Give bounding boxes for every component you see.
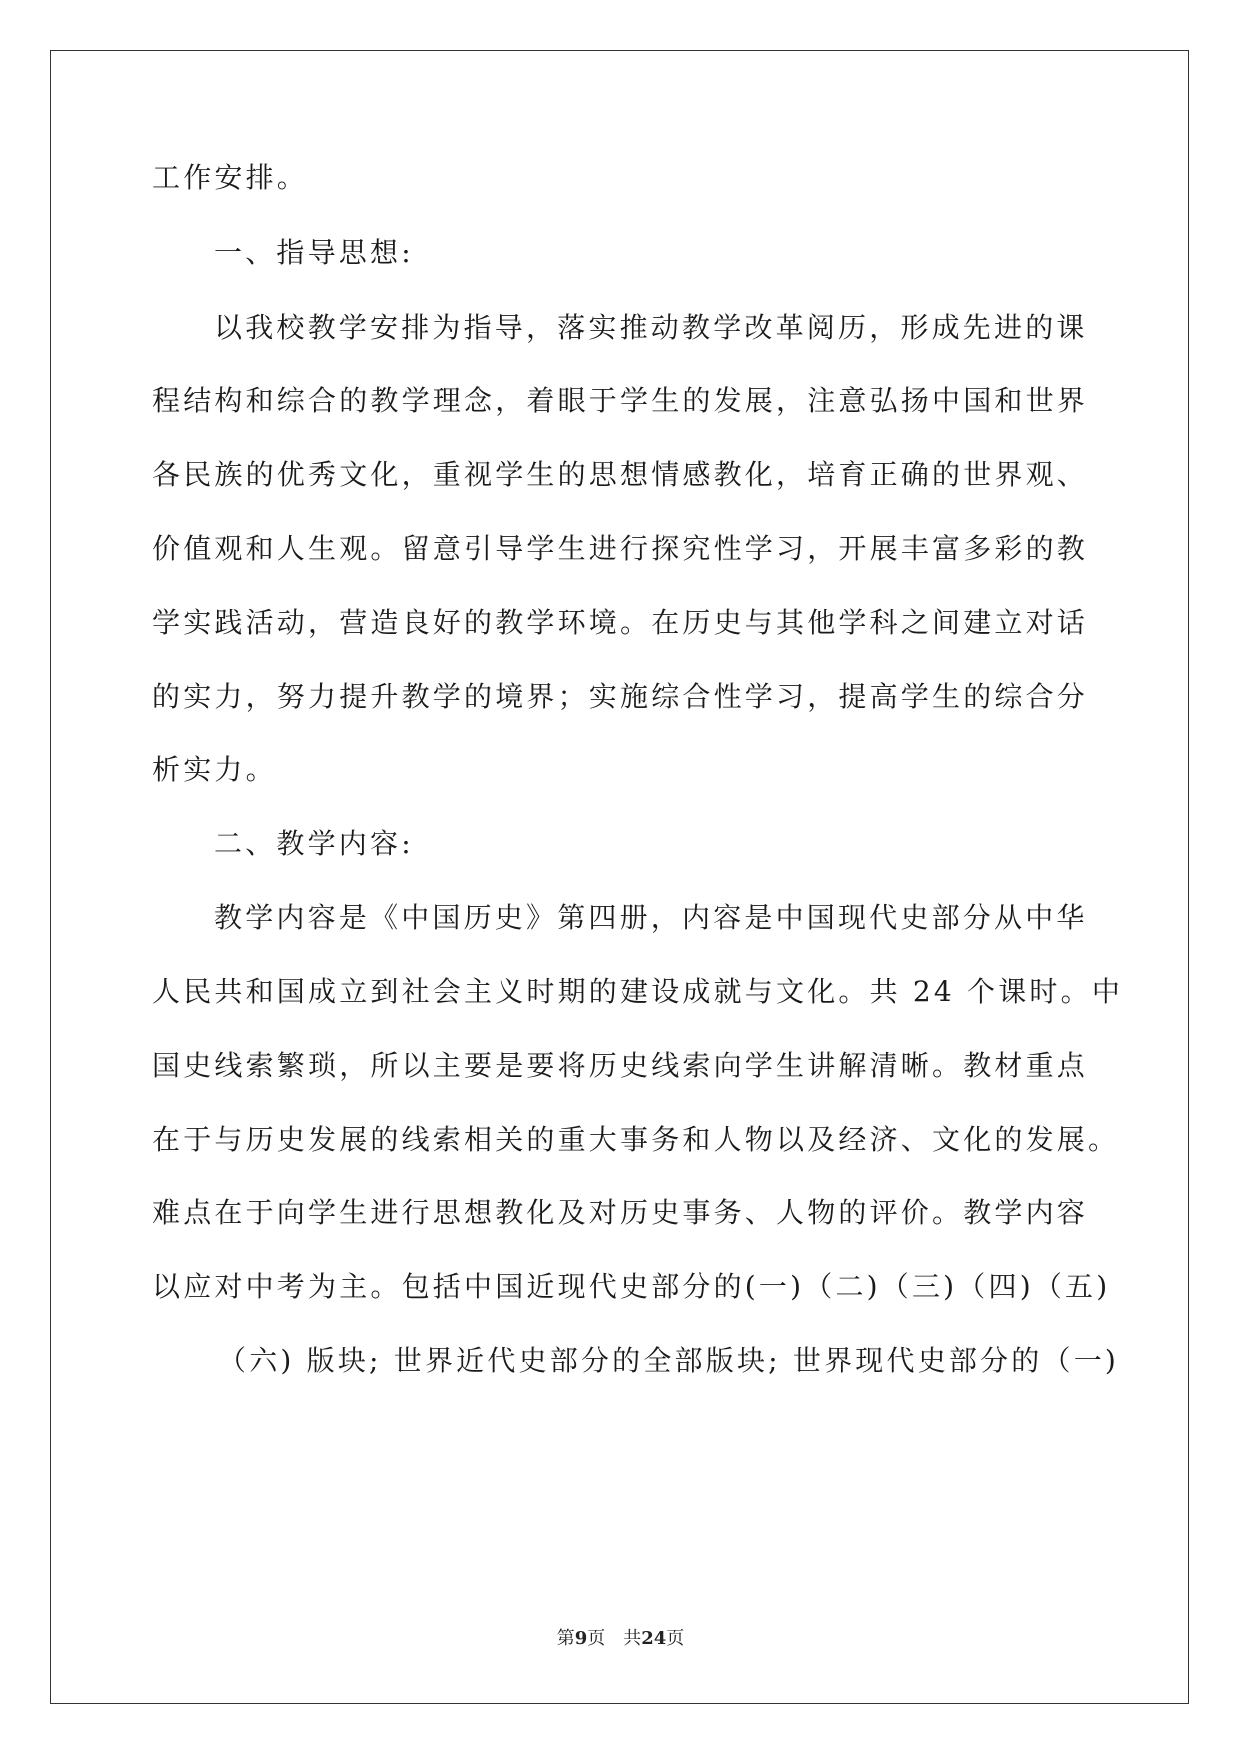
- text-line: 工作安排。: [152, 161, 309, 194]
- paragraph-line: 难点在于向学生进行思想教化及对历史事务、人物的评价。教学内容: [152, 1196, 1089, 1229]
- current-page-number: 9: [574, 1628, 588, 1649]
- footer-suffix: 页: [666, 1628, 685, 1649]
- paragraph-line: 以应对中考为主。包括中国近现代史部分的(一)（二)（三)（四)（五): [152, 1270, 1111, 1303]
- paragraph-line: 在于与历史发展的线索相关的重大事务和人物以及经济、文化的发展。: [152, 1123, 1120, 1156]
- page-footer: [0, 1627, 1241, 1651]
- page-border: [50, 50, 1189, 1704]
- section-heading: 二、教学内容:: [214, 827, 414, 860]
- footer-middle: 页 共: [587, 1628, 642, 1649]
- paragraph-line: 价值观和人生观。留意引导学生进行探究性学习，开展丰富多彩的教: [152, 532, 1089, 565]
- paragraph-line: 析实力。: [152, 753, 277, 786]
- paragraph-line: （六) 版块; 世界近代史部分的全部版块; 世界现代史部分的（一): [218, 1344, 1120, 1377]
- paragraph-line: 的实力，努力提升教学的境界；实施综合性学习，提高学生的综合分: [152, 680, 1089, 713]
- total-page-count: 24: [641, 1628, 667, 1649]
- footer-prefix: 第: [556, 1628, 575, 1649]
- paragraph-line: 教学内容是《中国历史》第四册，内容是中国现代史部分从中华: [214, 901, 1088, 934]
- section-heading: 一、指导思想:: [214, 236, 414, 269]
- paragraph-line: 人民共和国成立到社会主义时期的建设成就与文化。共 24 个课时。中: [152, 975, 1124, 1008]
- paragraph-line: 学实践活动，营造良好的教学环境。在历史与其他学科之间建立对话: [152, 606, 1089, 639]
- paragraph-line: 以我校教学安排为指导，落实推动教学改革阅历，形成先进的课: [214, 311, 1088, 344]
- paragraph-line: 国史线索繁琐，所以主要是要将历史线索向学生讲解清晰。教材重点: [152, 1049, 1089, 1082]
- paragraph-line: 程结构和综合的教学理念，着眼于学生的发展，注意弘扬中国和世界: [152, 384, 1089, 417]
- paragraph-line: 各民族的优秀文化，重视学生的思想情感教化，培育正确的世界观、: [152, 458, 1089, 491]
